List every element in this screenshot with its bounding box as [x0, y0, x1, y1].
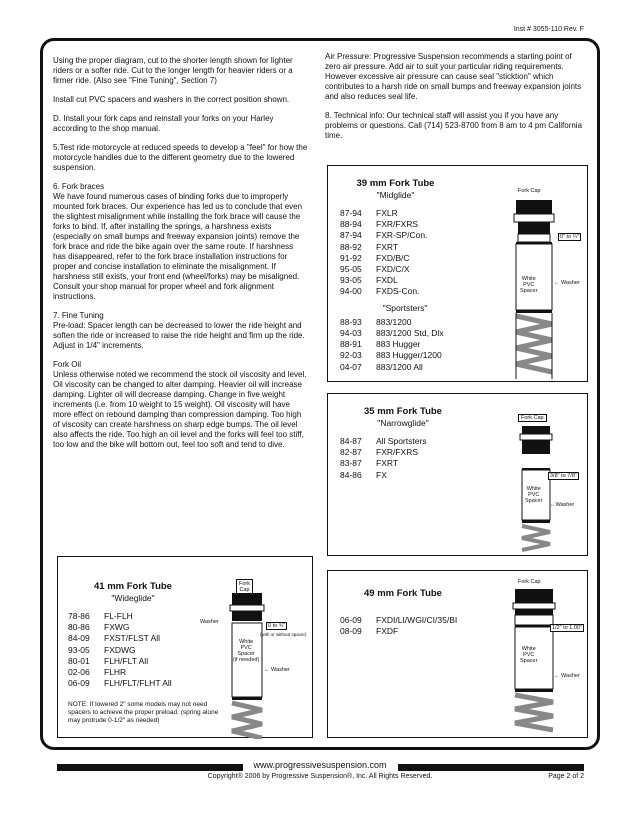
model-row	[340, 219, 500, 230]
model-year: 87-94	[340, 208, 362, 218]
model-year: 84-86	[340, 469, 362, 480]
spacer-label: White PVC Spacer	[525, 486, 543, 504]
model-name: FL-FLH	[104, 611, 133, 621]
left-paragraph: Using the proper diagram, cut to the shorter length shown for lighter riders or a softer ride. Cut to the longer length for heavier riders or a firmer ride. (Also see "Fine Tuning", Section 7)	[53, 56, 293, 85]
fork-box-39mm	[327, 165, 588, 382]
model-name: FXDWG	[104, 644, 136, 655]
model-year: 83-87	[340, 458, 362, 469]
model-year: 88-93	[340, 316, 362, 327]
model-year: 08-09	[340, 626, 362, 637]
box-title: 35 mm Fork Tube	[364, 406, 442, 417]
model-year: 91-92	[340, 252, 362, 263]
model-year: 88-91	[340, 339, 362, 350]
fork-box-49mm	[327, 570, 588, 738]
instruction-number: Inst # 3055-110 Rev. F	[513, 26, 584, 33]
model-year: 80-86	[68, 622, 90, 633]
left-paragraph: 5.Test ride motorcycle at reduced speeds to develop a "feel" for how the motorcycle handles due to the different geometry due to the lowered suspension.	[53, 143, 308, 172]
model-name: FXD/C/X	[376, 264, 410, 275]
model-row	[340, 615, 520, 626]
note: NOTE: If lowered 2" some models may not need spacers to achieve the proper preload. (spring alone may protrude 0-1/2" as needed)	[68, 701, 219, 724]
model-name: FXLR	[376, 208, 398, 218]
model-year: 94-00	[340, 286, 362, 297]
right-column	[325, 52, 587, 150]
model-list	[340, 615, 520, 637]
model-year: 82-87	[340, 447, 362, 458]
left-paragraph: 7. Fine Tuning Pre-load: Spacer length can be decreased to lower the ride height and soften the ride or increased to raise the ride height and firm up the ride. Adjust in 1/4" increments.	[53, 311, 305, 350]
model-name: FXST/FLST All	[104, 633, 161, 644]
page-number: Page 2 of 2	[548, 773, 584, 780]
model-name: 883/1200	[376, 316, 412, 327]
fork-diagram	[224, 589, 274, 739]
washer-label: ← Washer	[554, 280, 580, 286]
model-year: 78-86	[68, 611, 90, 621]
model-name: 883/1200 All	[376, 361, 423, 372]
dimension-label: 0 to ¾"	[268, 623, 286, 629]
right-paragraph: Air Pressure: Progressive Suspension recommends a starting point of zero air pressure. Add air to suit your particular riding requirements. However excessive air pressure can cause seal "sticktion" which contributes to a harsh ride on small bumps and freeway expansion joints and also reduces seal life.	[325, 52, 582, 101]
left-paragraph: 6. Fork braces We have found numerous cases of binding forks due to improperly mounted fork braces. Our experience has led us to conclude that even the slightest misalignment while installing the fork brace will cause the forks to bind. If, after installing the springs, a harshness exists (especially on small bumps and freeway expansion joints) remove the fork brace and ride the bike again over the same route. If harshness has disappeared, refer to the fork brace installation instructions for proper and concise installation to eliminate the misalignment. If harshness still exists, your front end (wheel/forks) may be misaligned. Consult your shop manual for proper wheel and fork alignment instructions.	[53, 182, 303, 301]
washer-top-label: Washer	[200, 619, 219, 625]
box-subtitle: "Wideglide"	[111, 593, 155, 603]
model-row	[340, 317, 500, 328]
dimension-label: 1/2" to 1.00"	[552, 625, 582, 631]
model-row	[68, 678, 228, 689]
spacer-label: White PVC Spacer	[520, 646, 538, 664]
model-row	[340, 458, 500, 469]
fork-cap-label: Fork Cap	[518, 188, 541, 194]
model-row	[340, 275, 500, 286]
spacer-label: White PVC Spacer (if needed)	[233, 639, 260, 663]
model-row	[340, 626, 520, 637]
box-title: 49 mm Fork Tube	[364, 588, 442, 599]
fork-box-35mm	[327, 393, 588, 556]
model-row	[340, 230, 500, 241]
model-name: FXDF	[376, 626, 399, 637]
model-year: 04-07	[340, 361, 362, 372]
fork-cap-label: Fork Cap	[236, 579, 253, 595]
model-row	[68, 656, 228, 667]
fork-box-41mm	[57, 556, 313, 738]
box-subtitle: "Narrowglide"	[377, 418, 429, 428]
model-name: FXRT	[376, 241, 399, 252]
model-row	[340, 264, 500, 275]
model-name: FXDI/LI/WGI/CI/35/BI	[376, 615, 458, 625]
left-paragraph: D. Install your fork caps and reinstall your forks on your Harley according to the shop manual.	[53, 114, 274, 133]
model-name: FLHR	[104, 667, 127, 678]
model-row	[340, 253, 500, 264]
model-year: 06-09	[68, 678, 90, 689]
washer-label: ←Washer	[550, 502, 575, 508]
model-name: 883 Hugger	[376, 339, 421, 350]
left-paragraph: Fork Oil Unless otherwise noted we recommend the stock oil viscosity and level. Oil viscosity can be changed to alter damping. Heavier oil will increase damping. Lighter oil will decrease damping. Change in five weight increments (i.e. from 10 weight to 15 weight). Oil viscosity will have more effect on rebound damping than compression damping. Too high of viscosity can create harshness on sharp edge bumps. The oil level also affects the ride. Too high an oil level and the forks will feel too stiff, too low and the bike will bottom out, feel too soft and tend to dive.	[53, 360, 307, 449]
model-row	[340, 436, 500, 447]
model-year: 87-94	[340, 230, 362, 241]
model-row	[340, 339, 500, 350]
model-row	[68, 633, 228, 644]
model-list	[340, 208, 500, 373]
left-column	[53, 56, 308, 459]
right-paragraph: 8. Technical info: Our technical staff will assist you if you have any problems or questions. Call (714) 523-8700 from 8 am to 4 pm California time.	[325, 111, 583, 140]
model-year: 92-03	[340, 350, 362, 361]
model-year: 93-05	[68, 644, 90, 655]
model-list	[340, 436, 500, 481]
box-subheading: "Sportsters"	[382, 302, 428, 313]
washer-label: ← Washer	[264, 667, 290, 673]
washer-label: ← Washer	[554, 673, 580, 679]
model-row	[340, 362, 500, 373]
dimension-label: 0" to ¼"	[560, 234, 580, 240]
website-url[interactable]: www.progressivesuspension.com	[253, 760, 387, 770]
model-name: FLH/FLT/FLHT All	[104, 678, 172, 689]
model-name: FXD/B/C	[376, 252, 410, 263]
model-row	[340, 470, 500, 481]
box-title: 39 mm Fork Tube	[356, 178, 435, 189]
model-name: 883 Hugger/1200	[376, 350, 442, 361]
model-name: FXWG	[104, 622, 130, 633]
model-row	[68, 645, 228, 656]
model-year: 80-01	[68, 655, 90, 666]
model-name: FLH/FLT All	[104, 655, 149, 666]
model-row	[340, 208, 500, 219]
model-year: 95-05	[340, 264, 362, 275]
dimension-note: (with or without spacer)	[260, 632, 307, 637]
dimension-label: 3/8" to 7/8"	[550, 473, 577, 479]
model-name: All Sportsters	[376, 436, 427, 446]
model-row	[340, 447, 500, 458]
model-name: FXRT	[376, 458, 399, 469]
fork-cap-label: Fork Cap	[518, 414, 547, 422]
fork-diagram	[504, 194, 584, 379]
model-row	[340, 328, 500, 339]
box-subtitle: "Midglide"	[376, 190, 415, 200]
model-name: 883/1200 Std, Dlx	[376, 328, 444, 339]
model-name: FXR-SP/Con.	[376, 230, 428, 241]
model-year: 88-94	[340, 219, 362, 230]
spacer-label: White PVC Spacer	[520, 276, 538, 294]
model-row	[340, 242, 500, 253]
box-title: 41 mm Fork Tube	[94, 581, 172, 592]
model-year: 94-03	[340, 328, 362, 339]
model-year: 06-09	[340, 615, 362, 625]
left-paragraph: Install cut PVC spacers and washers in the correct position shown.	[53, 95, 290, 104]
model-row	[68, 667, 228, 678]
fork-cap-label: Fork Cap	[518, 579, 541, 585]
model-name: FXDS-Con.	[376, 286, 420, 297]
model-year: 84-87	[340, 436, 362, 446]
model-year: 02-06	[68, 667, 90, 678]
model-year: 88-92	[340, 241, 362, 252]
model-year: 84-09	[68, 633, 90, 644]
model-name: FXR/FXRS	[376, 447, 419, 458]
model-row	[340, 286, 500, 297]
model-name: FXR/FXRS	[376, 219, 419, 230]
model-name: FXDL	[376, 275, 398, 286]
model-year: 93-05	[340, 275, 362, 286]
model-row	[340, 350, 500, 361]
copyright: Copyright® 2006 by Progressive Suspension®, Inc. All Rights Reserved.	[207, 773, 433, 780]
model-name: FX	[376, 469, 387, 480]
